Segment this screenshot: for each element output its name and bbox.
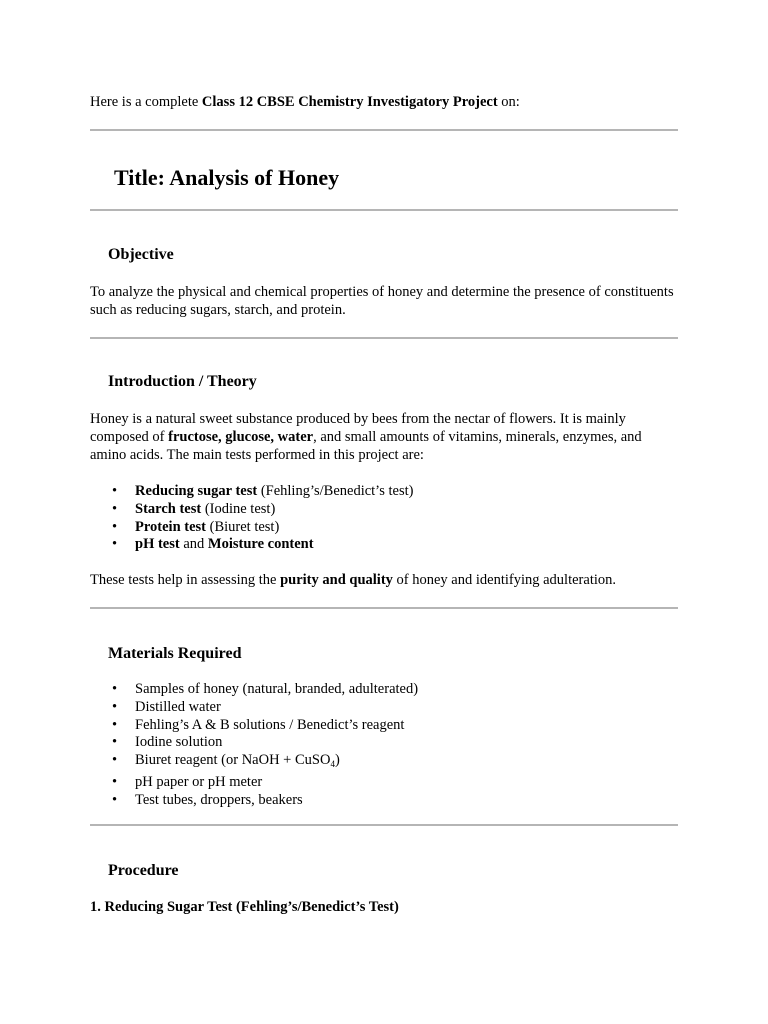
divider	[90, 607, 678, 609]
divider	[90, 129, 678, 131]
bullet-icon: •	[112, 500, 118, 517]
materials-heading: Materials Required	[108, 645, 242, 662]
bullet-icon: •	[112, 752, 118, 769]
introduction-paragraph: Honey is a natural sweet substance produced by bees from the nectar of flowers. It is mainly composed of fructose, glucose, water, and small amounts of vitamins, minerals, enzymes, and amino acids. The main tests performed in this project are:	[90, 411, 642, 463]
objective-heading: Objective	[108, 246, 174, 263]
list-item: • Fehling’s A & B solutions / Benedict’s reagent	[112, 716, 405, 733]
intro-prefix: Here is a complete	[90, 94, 202, 110]
bullet-icon: •	[112, 536, 118, 553]
procedure-heading: Procedure	[108, 862, 179, 879]
list-item: • Iodine solution	[112, 734, 223, 751]
bold-purity: purity and quality	[280, 572, 393, 588]
divider	[90, 209, 678, 211]
divider	[90, 337, 678, 339]
objective-text: To analyze the physical and chemical properties of honey and determine the presence of constituents such as reducing sugars, starch, and protein.	[90, 284, 674, 318]
intro-suffix: on:	[497, 94, 520, 110]
list-item: • Biuret reagent (or NaOH + CuSO$_4$)	[112, 752, 340, 770]
list-item: • Samples of honey (natural, branded, adulterated)	[112, 681, 419, 697]
list-item: • pH paper or pH meter	[112, 773, 263, 790]
page-title: Title: Analysis of Honey	[114, 165, 340, 190]
bullet-icon: •	[112, 681, 118, 697]
list-item: • pH test and Moisture content	[112, 536, 314, 553]
procedure-step-heading: 1. Reducing Sugar Test (Fehling’s/Benedict’s Test)	[90, 899, 399, 915]
bold-constituents: fructose, glucose, water	[168, 429, 314, 445]
list-item: • Protein test (Biuret test)	[112, 518, 280, 535]
bullet-icon: •	[112, 791, 118, 808]
list-item: • Distilled water	[112, 698, 221, 715]
bullet-icon: •	[112, 518, 118, 535]
bullet-icon: •	[112, 483, 118, 499]
list-item: • Reducing sugar test (Fehling’s/Benedict’s test)	[112, 483, 414, 499]
intro-bold: Class 12 CBSE Chemistry Investigatory Project	[201, 94, 498, 110]
bullet-icon: •	[112, 773, 118, 790]
introduction-heading: Introduction / Theory	[108, 373, 257, 390]
intro-line	[90, 93, 520, 111]
divider	[90, 824, 678, 826]
materials-list	[90, 681, 418, 810]
bullet-icon: •	[112, 698, 118, 715]
tests-list	[90, 483, 413, 554]
list-item: • Test tubes, droppers, beakers	[112, 791, 303, 808]
bullet-icon: •	[112, 716, 118, 733]
introduction-summary: These tests help in assessing the purity and quality of honey and identifying adulteration.	[90, 572, 617, 588]
bullet-icon: •	[112, 734, 118, 751]
list-item: • Starch test (Iodine test)	[112, 500, 276, 517]
